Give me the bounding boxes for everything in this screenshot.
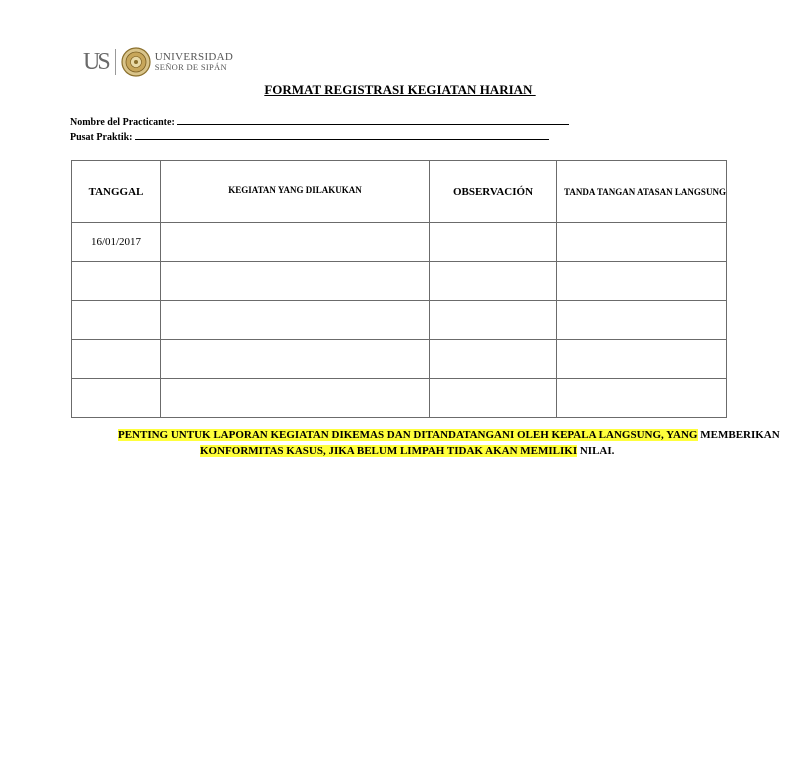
cell-date[interactable] xyxy=(72,301,161,340)
table-row xyxy=(72,379,727,418)
seal-icon xyxy=(121,47,151,77)
logo-text xyxy=(155,52,233,72)
practitioner-name-label: Nombre del Practicante: xyxy=(70,117,175,128)
logo-line-2: SEÑOR DE SIPÁN xyxy=(154,62,227,73)
cell-signature[interactable] xyxy=(557,223,727,262)
header-observation: OBSERVACIÓN xyxy=(430,161,557,223)
table-row xyxy=(72,262,727,301)
cell-signature[interactable] xyxy=(557,340,727,379)
note-highlight-1: PENTING UNTUK LAPORAN KEGIATAN DIKEMAS DAN DITANDATANGANI OLEH KEPALA LANGSUNG, YANG xyxy=(118,429,698,441)
practice-center-line[interactable] xyxy=(135,131,549,140)
cell-activity[interactable] xyxy=(161,379,430,418)
table-row xyxy=(72,340,727,379)
table-header-row xyxy=(72,161,727,223)
cell-date[interactable] xyxy=(72,379,161,418)
practice-center-field xyxy=(70,131,549,143)
table-row xyxy=(72,223,727,262)
note-plain-2: NILAI. xyxy=(577,445,615,457)
cell-observation[interactable] xyxy=(430,379,557,418)
cell-signature[interactable] xyxy=(557,379,727,418)
logo-line-1: UNIVERSIDAD xyxy=(154,51,234,64)
logo-divider xyxy=(115,49,116,75)
note-line-2 xyxy=(118,443,798,459)
cell-observation[interactable] xyxy=(430,262,557,301)
cell-signature[interactable] xyxy=(557,262,727,301)
cell-activity[interactable] xyxy=(161,262,430,301)
cell-activity[interactable] xyxy=(161,340,430,379)
table-row xyxy=(72,301,727,340)
practice-center-label: Pusat Praktik: xyxy=(70,132,133,143)
practitioner-name-field xyxy=(70,116,569,128)
cell-activity[interactable] xyxy=(161,301,430,340)
note-highlight-2: KONFORMITAS KASUS, JIKA BELUM LIMPAH TIDAK AKAN MEMILIKI xyxy=(200,445,578,457)
cell-date[interactable] xyxy=(72,262,161,301)
cell-observation[interactable] xyxy=(430,340,557,379)
activity-table xyxy=(71,160,727,418)
logo-mark: US xyxy=(83,49,108,75)
cell-observation[interactable] xyxy=(430,223,557,262)
note-plain-1: MEMBERIKAN xyxy=(697,429,780,441)
cell-observation[interactable] xyxy=(430,301,557,340)
cell-date[interactable] xyxy=(72,340,161,379)
cell-date[interactable]: 16/01/2017 xyxy=(72,223,161,262)
header-signature: TANDA TANGAN ATASAN LANGSUNG xyxy=(557,161,727,223)
page-title: FORMAT REGISTRASI KEGIATAN HARIAN xyxy=(264,82,536,97)
practitioner-name-line[interactable] xyxy=(177,116,569,125)
header-activity: KEGIATAN YANG DILAKUKAN xyxy=(161,161,430,223)
cell-signature[interactable] xyxy=(557,301,727,340)
important-note xyxy=(118,427,798,459)
cell-activity[interactable] xyxy=(161,223,430,262)
university-logo xyxy=(83,46,233,78)
header-date: TANGGAL xyxy=(72,161,161,223)
